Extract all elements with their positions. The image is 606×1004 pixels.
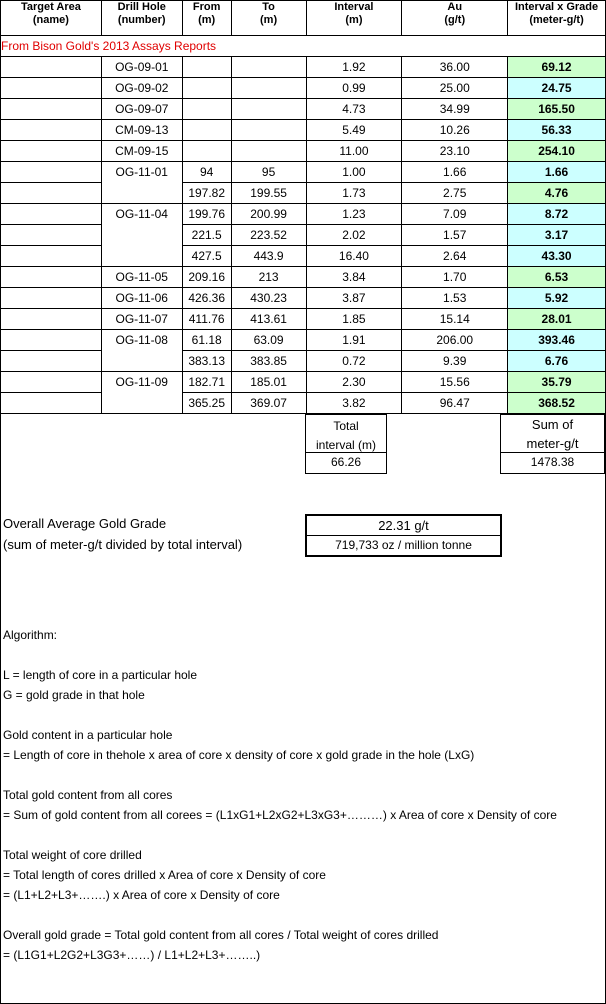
product-cell: 1.66 <box>508 162 606 183</box>
source-note: From Bison Gold's 2013 Assays Reports <box>1 36 606 57</box>
drill-hole-cell: CM-09-15 <box>101 141 182 162</box>
interval-cell: 2.02 <box>306 225 402 246</box>
algorithm-line: = Sum of gold content from all corees = (L1xG1+L2xG2+L3xG3+………) x Area of core x Density of core <box>3 808 557 822</box>
algorithm-line: L = length of core in a particular hole <box>3 668 198 682</box>
drill-hole-cell <box>101 225 182 246</box>
from-cell: 199.76 <box>182 204 231 225</box>
assay-table <box>0 0 606 414</box>
product-cell: 56.33 <box>508 120 606 141</box>
au-cell: 36.00 <box>402 57 508 78</box>
interval-cell: 1.23 <box>306 204 402 225</box>
average-grade: 22.31 g/t <box>378 518 429 533</box>
from-cell: 61.18 <box>182 330 231 351</box>
from-cell: 365.25 <box>182 393 231 414</box>
interval-cell: 2.30 <box>306 372 402 393</box>
algorithm-line: Gold content in a particular hole <box>3 728 173 742</box>
product-cell: 6.76 <box>508 351 606 372</box>
average-grade-box <box>305 514 502 536</box>
from-cell <box>182 57 231 78</box>
from-cell: 426.36 <box>182 288 231 309</box>
interval-cell: 0.72 <box>306 351 402 372</box>
au-cell: 2.64 <box>402 246 508 267</box>
au-cell: 1.70 <box>402 267 508 288</box>
from-cell: 411.76 <box>182 309 231 330</box>
header-from: From (m) <box>182 1 231 36</box>
table-row <box>1 141 606 162</box>
table-row <box>1 57 606 78</box>
table-row <box>1 372 606 393</box>
au-cell: 2.75 <box>402 183 508 204</box>
to-cell: 95 <box>231 162 306 183</box>
table-row <box>1 120 606 141</box>
drill-hole-cell: OG-11-04 <box>101 204 182 225</box>
from-cell <box>182 99 231 120</box>
target-area-cell <box>1 309 102 330</box>
from-cell <box>182 78 231 99</box>
table-row <box>1 309 606 330</box>
au-cell: 96.47 <box>402 393 508 414</box>
drill-hole-cell <box>101 351 182 372</box>
from-cell: 94 <box>182 162 231 183</box>
algorithm-line: G = gold grade in that hole <box>3 688 145 702</box>
au-cell: 1.53 <box>402 288 508 309</box>
sum-label-2: meter-g/t <box>526 436 579 451</box>
drill-hole-cell: OG-11-06 <box>101 288 182 309</box>
target-area-cell <box>1 99 102 120</box>
target-area-cell <box>1 78 102 99</box>
interval-cell: 16.40 <box>306 246 402 267</box>
au-cell: 15.56 <box>402 372 508 393</box>
table-row <box>1 330 606 351</box>
average-label-2: (sum of meter-g/t divided by total interval) <box>3 537 243 552</box>
interval-cell: 1.73 <box>306 183 402 204</box>
interval-cell: 1.92 <box>306 57 402 78</box>
au-cell: 1.57 <box>402 225 508 246</box>
total-interval-box <box>305 414 387 474</box>
average-label-1: Overall Average Gold Grade <box>3 516 167 531</box>
interval-cell: 1.85 <box>306 309 402 330</box>
au-cell: 25.00 <box>402 78 508 99</box>
au-cell: 15.14 <box>402 309 508 330</box>
algorithm-line: = Total length of cores drilled x Area of core x Density of core <box>3 868 326 882</box>
target-area-cell <box>1 57 102 78</box>
target-area-cell <box>1 246 102 267</box>
au-cell: 9.39 <box>402 351 508 372</box>
table-row <box>1 246 606 267</box>
drill-hole-cell: OG-09-01 <box>101 57 182 78</box>
header-product: Interval x Grade (meter-g/t) <box>508 1 606 36</box>
drill-hole-cell: CM-09-13 <box>101 120 182 141</box>
algorithm-line: = (L1+L2+L3+…….) x Area of core x Density of core <box>3 888 280 902</box>
interval-cell: 3.82 <box>306 393 402 414</box>
table-row <box>1 225 606 246</box>
source-note-row <box>1 36 606 57</box>
to-cell: 443.9 <box>231 246 306 267</box>
drill-hole-cell: OG-09-02 <box>101 78 182 99</box>
drill-hole-cell: OG-09-07 <box>101 99 182 120</box>
product-cell: 43.30 <box>508 246 606 267</box>
target-area-cell <box>1 288 102 309</box>
table-row <box>1 204 606 225</box>
to-cell: 213 <box>231 267 306 288</box>
au-cell: 206.00 <box>402 330 508 351</box>
sum-meter-gt-box <box>500 414 605 474</box>
product-cell: 393.46 <box>508 330 606 351</box>
table-row <box>1 183 606 204</box>
to-cell: 63.09 <box>231 330 306 351</box>
algorithm-line: Total gold content from all cores <box>3 788 173 802</box>
total-interval-value: 66.26 <box>330 455 362 469</box>
to-cell <box>231 141 306 162</box>
table-row <box>1 351 606 372</box>
product-cell: 4.76 <box>508 183 606 204</box>
total-interval-label-1: Total <box>333 419 359 433</box>
target-area-cell <box>1 267 102 288</box>
algorithm-line: Overall gold grade = Total gold content from all cores / Total weight of cores drilled <box>3 928 439 942</box>
to-cell <box>231 78 306 99</box>
to-cell: 199.55 <box>231 183 306 204</box>
algorithm-line: Total weight of core drilled <box>3 848 142 862</box>
table-row <box>1 162 606 183</box>
algorithm-line: = Length of core in thehole x area of core x density of core x gold grade in the hole (LxG) <box>3 748 475 762</box>
to-cell <box>231 99 306 120</box>
sum-value: 1478.38 <box>530 455 575 469</box>
interval-cell: 1.91 <box>306 330 402 351</box>
drill-hole-cell: OG-11-01 <box>101 162 182 183</box>
target-area-cell <box>1 162 102 183</box>
table-row <box>1 78 606 99</box>
from-cell: 209.16 <box>182 267 231 288</box>
product-cell: 35.79 <box>508 372 606 393</box>
target-area-cell <box>1 120 102 141</box>
total-interval-label-2: interval (m) <box>315 438 376 452</box>
from-cell: 427.5 <box>182 246 231 267</box>
from-cell <box>182 120 231 141</box>
table-row <box>1 99 606 120</box>
target-area-cell <box>1 393 102 414</box>
header-drill-hole: Drill Hole (number) <box>101 1 182 36</box>
target-area-cell <box>1 330 102 351</box>
algorithm-heading: Algorithm: <box>3 628 58 642</box>
au-cell: 10.26 <box>402 120 508 141</box>
to-cell: 383.85 <box>231 351 306 372</box>
product-cell: 69.12 <box>508 57 606 78</box>
drill-hole-cell <box>101 393 182 414</box>
header-interval: Interval (m) <box>306 1 402 36</box>
interval-cell: 3.87 <box>306 288 402 309</box>
product-cell: 28.01 <box>508 309 606 330</box>
sum-label-1: Sum of <box>531 417 574 432</box>
table-row <box>1 393 606 414</box>
drill-hole-cell: OG-11-09 <box>101 372 182 393</box>
product-cell: 8.72 <box>508 204 606 225</box>
algorithm-line: = (L1G1+L2G2+L3G3+……) / L1+L2+L3+……..) <box>3 948 261 962</box>
product-cell: 254.10 <box>508 141 606 162</box>
to-cell: 200.99 <box>231 204 306 225</box>
header-row <box>1 1 606 36</box>
product-cell: 165.50 <box>508 99 606 120</box>
from-cell: 383.13 <box>182 351 231 372</box>
au-cell: 34.99 <box>402 99 508 120</box>
to-cell: 223.52 <box>231 225 306 246</box>
drill-hole-cell: OG-11-07 <box>101 309 182 330</box>
to-cell: 413.61 <box>231 309 306 330</box>
product-cell: 368.52 <box>508 393 606 414</box>
drill-hole-cell <box>101 183 182 204</box>
au-cell: 1.66 <box>402 162 508 183</box>
from-cell: 221.5 <box>182 225 231 246</box>
au-cell: 7.09 <box>402 204 508 225</box>
table-row <box>1 288 606 309</box>
to-cell: 369.07 <box>231 393 306 414</box>
to-cell <box>231 57 306 78</box>
header-target-area: Target Area (name) <box>1 1 102 36</box>
interval-cell: 1.00 <box>306 162 402 183</box>
drill-hole-cell: OG-11-08 <box>101 330 182 351</box>
drill-hole-cell <box>101 246 182 267</box>
target-area-cell <box>1 183 102 204</box>
interval-cell: 11.00 <box>306 141 402 162</box>
average-oz-box <box>305 535 502 557</box>
from-cell: 182.71 <box>182 372 231 393</box>
product-cell: 3.17 <box>508 225 606 246</box>
header-to: To (m) <box>231 1 306 36</box>
interval-cell: 5.49 <box>306 120 402 141</box>
target-area-cell <box>1 204 102 225</box>
table-row <box>1 267 606 288</box>
average-oz: 719,733 oz / million tonne <box>335 538 472 552</box>
product-cell: 5.92 <box>508 288 606 309</box>
drill-hole-cell: OG-11-05 <box>101 267 182 288</box>
target-area-cell <box>1 141 102 162</box>
to-cell: 185.01 <box>231 372 306 393</box>
product-cell: 24.75 <box>508 78 606 99</box>
product-cell: 6.53 <box>508 267 606 288</box>
from-cell <box>182 141 231 162</box>
au-cell: 23.10 <box>402 141 508 162</box>
header-au: Au (g/t) <box>402 1 508 36</box>
target-area-cell <box>1 372 102 393</box>
interval-cell: 0.99 <box>306 78 402 99</box>
target-area-cell <box>1 351 102 372</box>
interval-cell: 3.84 <box>306 267 402 288</box>
to-cell <box>231 120 306 141</box>
interval-cell: 4.73 <box>306 99 402 120</box>
target-area-cell <box>1 225 102 246</box>
from-cell: 197.82 <box>182 183 231 204</box>
to-cell: 430.23 <box>231 288 306 309</box>
